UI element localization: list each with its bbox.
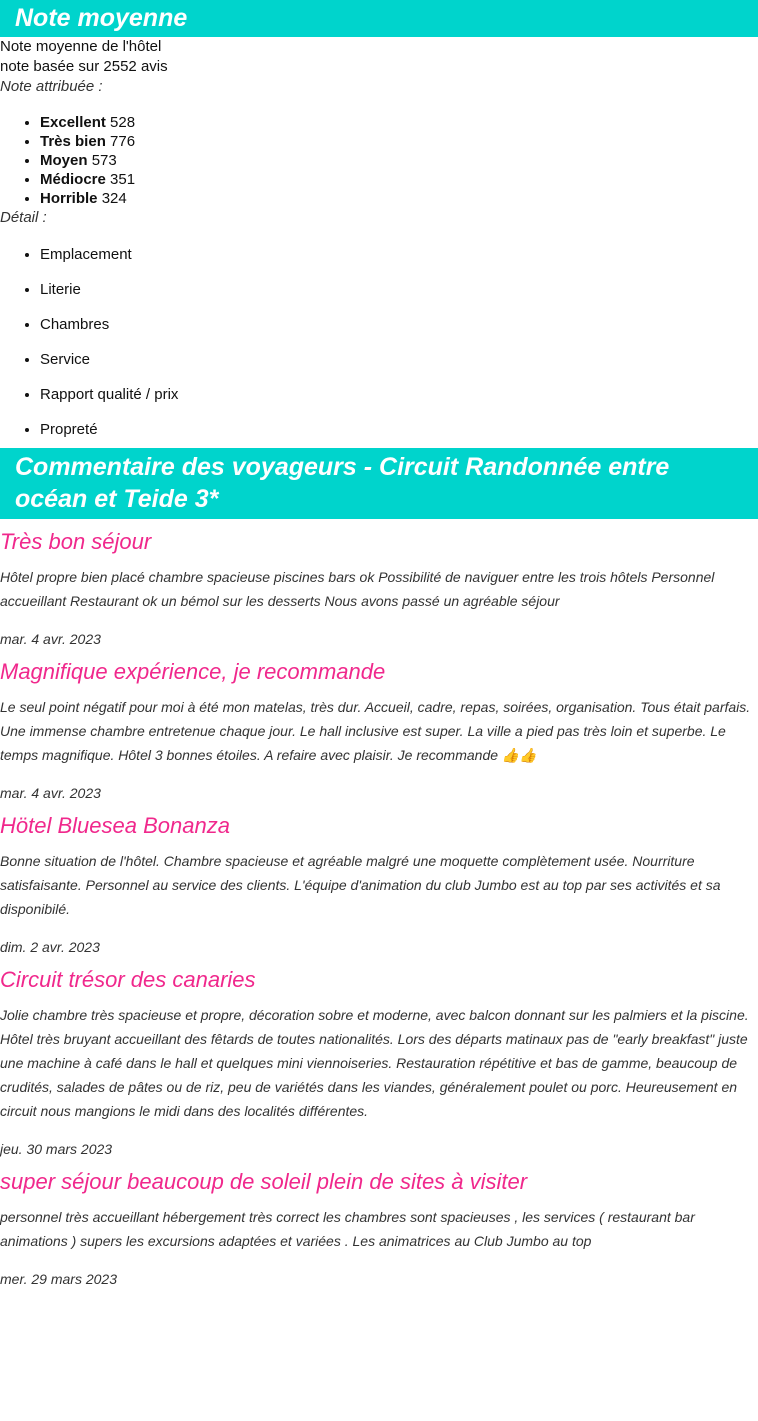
rating-label: Horrible (40, 190, 98, 207)
rating-item-moyen (40, 151, 758, 170)
review-body: Hôtel propre bien placé chambre spacieuse piscines bars ok Possibilité de naviguer entre les trois hôtels Personnel accueillant Restaurant ok un bémol sur les desserts Nous avons passé un agréable séjour (0, 569, 715, 609)
review-title: Circuit trésor des canaries (0, 967, 256, 992)
rating-label: Moyen (40, 152, 88, 169)
average-rating-title: Note moyenne de l'hôtel (0, 38, 162, 55)
average-rating-header: Note moyenne (0, 0, 758, 37)
detail-criteria-list (0, 245, 758, 440)
review-date: mer. 29 mars 2023 (0, 1271, 117, 1287)
rating-count: 776 (110, 133, 136, 150)
rating-label: Médiocre (40, 171, 106, 188)
rating-count: 324 (101, 190, 127, 207)
review-date: mar. 4 avr. 2023 (0, 631, 101, 647)
rating-breakdown-list (0, 113, 758, 208)
detail-label: Détail : (0, 209, 47, 226)
review-title: Hötel Bluesea Bonanza (0, 813, 230, 838)
review-body: Bonne situation de l'hôtel. Chambre spacieuse et agréable malgré une moquette complètement usée. Nourriture satisfaisante. Personnel au service des clients. L'équipe d'animation du club Jumbo est au top par ses activités et sa disponibilé. (0, 853, 721, 917)
detail-item-service: • Service (40, 350, 758, 370)
review-count-text: note basée sur 2552 avis (0, 58, 168, 75)
detail-item-chambres: • Chambres (40, 315, 758, 335)
review-item (0, 657, 758, 803)
detail-item-emplacement: • Emplacement (40, 245, 758, 265)
rating-count: 573 (91, 152, 117, 169)
review-body: Le seul point négatif pour moi à été mon matelas, très dur. Accueil, cadre, repas, soirées, organisation. Tous était parfais. Une immense chambre entretenue chaque jour. Le hall inclusive est super. La ville a pied pas très loin et superbe. Le temps magnifique. Hôtel 3 bonnes étoiles. A refaire avec plaisir. Je recommande 👍👍 (0, 699, 751, 763)
review-title: Magnifique expérience, je recommande (0, 659, 386, 684)
review-item (0, 527, 758, 649)
review-item (0, 1167, 758, 1289)
detail-item-proprete: • Propreté (40, 420, 758, 440)
review-date: jeu. 30 mars 2023 (0, 1141, 113, 1157)
detail-item-rapport-qualite-prix: • Rapport qualité / prix (40, 385, 758, 405)
rating-item-tres-bien (40, 132, 758, 151)
rated-label: Note attribuée : (0, 78, 103, 95)
rating-item-horrible (40, 189, 758, 208)
review-list (0, 527, 758, 1289)
rating-item-mediocre (40, 170, 758, 189)
review-title: Très bon séjour (0, 529, 152, 554)
review-item (0, 811, 758, 957)
review-date: dim. 2 avr. 2023 (0, 939, 100, 955)
review-body: personnel très accueillant hébergement très correct les chambres sont spacieuses , les services ( restaurant bar animations ) supers les excursions adaptées et variées . Les animatrices au Club Jumbo au top (0, 1209, 695, 1249)
review-item (0, 965, 758, 1159)
review-title: super séjour beaucoup de soleil plein de sites à visiter (0, 1169, 528, 1194)
rating-count: 351 (110, 171, 136, 188)
rating-label: Excellent (40, 114, 106, 131)
review-body: Jolie chambre très spacieuse et propre, décoration sobre et moderne, avec balcon donnant sur les palmiers et la piscine. Hôtel très bruyant accueillant des fêtards de toutes nationalités. Lors des départs matinaux pas de "early breakfast" juste une machine à café dans le hall et quelques mini viennoiseries. Restauration répétitive et bas de gamme, beaucoup de crudités, salades de pâtes ou de riz, peu de variétés dans les viandes, généralement poulet ou porc. Heureusement en circuit nous mangions le midi dans des localités différentes. (0, 1007, 749, 1119)
rating-count: 528 (110, 114, 136, 131)
rating-item-excellent (40, 113, 758, 132)
review-date: mar. 4 avr. 2023 (0, 785, 101, 801)
detail-item-literie: • Literie (40, 280, 758, 300)
traveler-comments-header: Commentaire des voyageurs - Circuit Randonnée entre océan et Teide 3* (0, 448, 758, 519)
rating-label: Très bien (40, 133, 106, 150)
